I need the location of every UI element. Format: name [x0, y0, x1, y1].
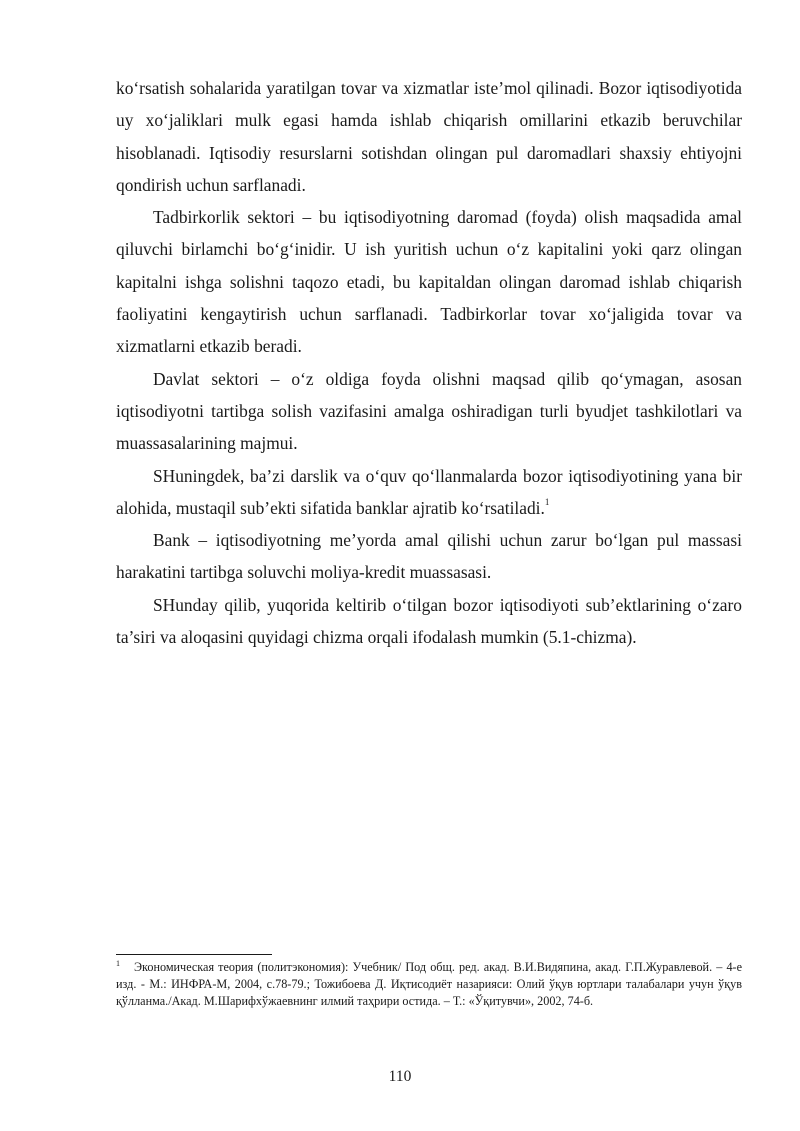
paragraph-business-sector: Tadbirkorlik sektori – bu iqtisodiyotning daromad (foyda) olish maqsadida amal qiluvchi birlamchi bo‘g‘inidir. U ish yuritish uchun o‘z kapitalini yoki qarz olingan kapitalni ishga solishni taqozo etadi, bu kapitaldan olingan daromad ishlab chiqarish faoliyatini kengaytirish uchun sarflanadi. Tadbirkorlar tovar xo‘jaligida tovar va xizmatlarni etkazib beradi.	[116, 207, 742, 357]
paragraph-bank-definition: Bank – iqtisodiyotning me’yorda amal qilishi uchun zarur bo‘lgan pul massasi harakatini tartibga soluvchi moliya-kredit muassasasi.	[116, 530, 742, 583]
body-text	[116, 72, 742, 653]
paragraph-households-continued: ko‘rsatish sohalarida yaratilgan tovar va xizmatlar iste’mol qilinadi. Bozor iqtisodiyotida uy xo‘jaliklari mulk egasi hamda ishlab chiqarish omillarini etkazib beruvchilar hisoblanadi. Iqtisodiy resurslarni sotishdan olingan pul daromadlari shaxsiy ehtiyojni qondirish uchun sarflanadi.	[116, 78, 742, 195]
footnote-marker: 1	[116, 958, 120, 968]
footnote-separator	[116, 954, 272, 955]
paragraph-banks-note-text: SHuningdek, ba’zi darslik va o‘quv qo‘llanmalarda bozor iqtisodiyotining yana bir alohida, mustaqil sub’ekti sifatida banklar ajratib ko‘rsatiladi.	[116, 465, 742, 518]
footnote-text: Экономическая теория (политэкономия): Учебник/ Под общ. ред. акад. В.И.Видяпина, акад. Г.П.Журавлевой. – 4-е изд. - М.: ИНФРА-М, 2004, с.78-79.; Тожибоева Д. Иқтисодиёт назарияси: Олий ўқув юртлари талабалари учун ўқув қўлланма./Акад. М.Шарифхўжаевнинг илмий таҳрири остида. – Т.: «Ўқитувчи», 2002, 74-б.	[116, 960, 742, 1008]
paragraph-banks-note	[116, 460, 742, 525]
paragraph-government-sector: Davlat sektori – o‘z oldiga foyda olishni maqsad qilib qo‘ymagan, asosan iqtisodiyotni tartibga solish vazifasini amalga oshiradigan turli byudjet tashkilotlari va muassasalarining majmui.	[116, 368, 742, 454]
paragraph-diagram-intro: SHunday qilib, yuqorida keltirib o‘tilgan bozor iqtisodiyoti sub’ektlarining o‘zaro ta’siri va aloqasini quyidagi chizma orqali ifodalash mumkin (5.1-chizma).	[116, 594, 742, 648]
footnote	[116, 959, 742, 1010]
footnote-reference[interactable]: 1	[544, 497, 550, 508]
page-number: 110	[388, 1068, 412, 1085]
